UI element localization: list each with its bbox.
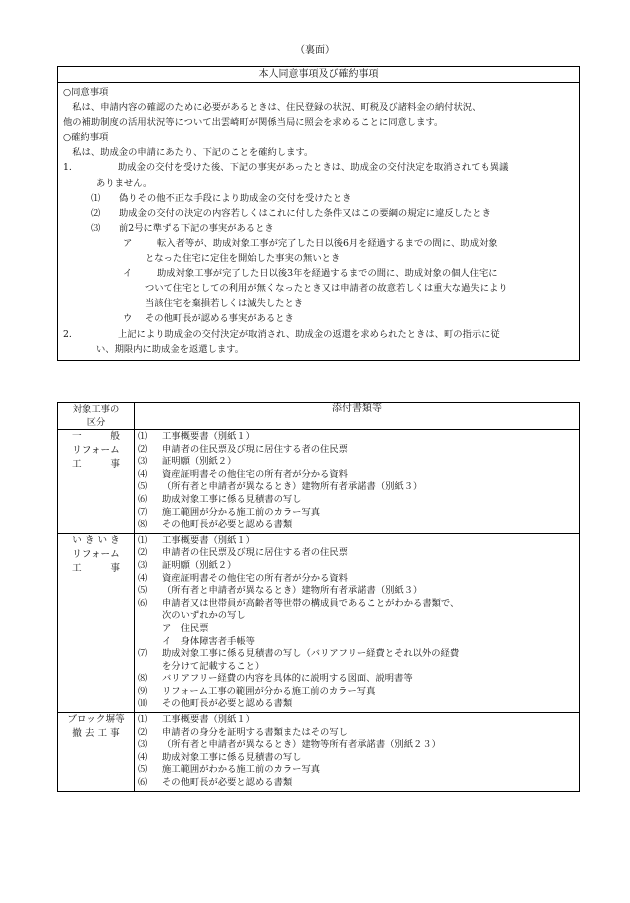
work-type-cell [58, 713, 135, 792]
document-number: ⑶ [138, 559, 148, 571]
subitem-text: 偽りその他不正な手段により助成金の交付を受けたとき [119, 192, 352, 204]
document-text: 申請者の身分を証明する書類またはその写し [162, 726, 348, 738]
pledge-subitem [63, 191, 574, 206]
consent-section [57, 66, 580, 361]
pledge-item-text: ありません。 [96, 177, 153, 189]
document-text: 施工範囲がわかる施工前のカラー写真 [162, 764, 321, 776]
document-number: ⑷ [138, 572, 148, 584]
pledge-item-2 [63, 327, 574, 357]
document-item [138, 456, 579, 469]
document-item [138, 598, 579, 611]
subitem-number: ⑴ [91, 192, 101, 204]
page-header: （裏面） [295, 45, 335, 56]
kana-number: ア [123, 237, 133, 249]
work-type-label: 工 事 [72, 562, 120, 574]
column-header-text: 対象工事の [72, 404, 120, 415]
table-body [58, 430, 580, 792]
document-text: 助成対象工事に係る見積書の写し [162, 751, 302, 763]
document-item [138, 444, 579, 457]
document-item [138, 431, 579, 444]
attachments-table [57, 402, 580, 792]
document-number: ⑹ [138, 597, 148, 609]
consent-body [58, 83, 579, 360]
document-number: ⑺ [138, 648, 148, 660]
column-header-text: 区分 [86, 417, 106, 428]
document-item [138, 686, 579, 699]
kana-number: ウ [123, 313, 133, 325]
document-number: ⑷ [138, 468, 148, 480]
document-item [138, 481, 579, 494]
work-type-label: リフォーム [72, 548, 120, 560]
document-item [138, 547, 579, 560]
document-text: 証明願（別紙２） [162, 559, 237, 571]
document-number: ⑻ [138, 519, 148, 531]
document-number: ⑸ [138, 481, 148, 493]
document-text: バリアフリー経費の内容を具体的に説明する図面、説明書等 [162, 673, 413, 685]
document-item [138, 777, 579, 790]
document-number: ⑽ [138, 698, 148, 710]
document-item [138, 469, 579, 482]
document-text: 助成対象工事に係る見積書の写し（バリアフリー経費とそれ以外の経費 [162, 648, 460, 660]
pledge-item-text: い、期限内に助成金を返還します。 [96, 343, 245, 355]
document-text: その他町長が必要と認める書類 [162, 698, 293, 710]
agree-heading: ○同意事項 [63, 87, 109, 98]
document-text: 資産証明書その他住宅の所有者が分かる資料 [162, 468, 348, 480]
pledge-subitem [63, 221, 574, 236]
document-item [138, 698, 579, 711]
pledge-kana-item [63, 311, 574, 326]
subitem-number: ⑵ [91, 207, 101, 219]
pledge-item-text: 上記により助成金の交付決定が取消され、助成金の返還を求められたときは、町の指示に従 [118, 328, 500, 340]
document-subtext: イ 身体障害者手帳等 [162, 635, 255, 647]
consent-title: 本人同意事項及び確約事項 [58, 67, 579, 83]
document-number: ⑹ [138, 493, 148, 505]
document-text: （所有者と申請者が異なるとき）建物等所有者承諾書（別紙２３） [162, 739, 441, 751]
kana-text: 助成対象工事が完了した日以後3年を経過するまでの間に、助成対象の個人住宅に [157, 268, 498, 280]
document-text: 申請者の住民票及び現に居住する者の住民票 [162, 547, 348, 559]
document-number: ⑹ [138, 777, 148, 789]
work-type-label: リフォーム [72, 445, 120, 456]
document-text: 工事概要書（別紙１） [162, 714, 255, 726]
document-number: ⑵ [138, 547, 148, 559]
document-number: ⑷ [138, 751, 148, 763]
document-item [138, 560, 579, 573]
kana-text: その他町長が認める事実があるとき [145, 313, 294, 325]
kana-number: イ [123, 268, 133, 280]
subitem-text: 前2号に準ずる下記の事実があるとき [119, 222, 274, 234]
pledge-item-text: 助成金の交付を受けた後、下記の事実があったときは、助成金の交付決定を取消されても異議 [118, 162, 509, 174]
kana-text: 転入者等が、助成対象工事が完了した日以後6月を経過するまでの間に、助成対象 [157, 237, 498, 249]
work-type-label: ブロック塀等 [67, 714, 125, 726]
documents-cell [135, 430, 580, 534]
work-type-cell [58, 430, 135, 534]
agree-text-line: 他の補助制度の活用状況等について出雲崎町が関係当局に照会を求めることに同意します。 [63, 117, 444, 129]
document-number: ⑶ [138, 739, 148, 751]
document-item [138, 673, 579, 686]
pledge-kana-item [63, 266, 574, 311]
document-text: リフォーム工事の範囲が分かる施工前のカラー写真 [162, 685, 376, 697]
document-item [138, 739, 579, 752]
document-item [138, 519, 579, 532]
document-item [138, 585, 579, 598]
work-type-label: 撤 去 工 事 [72, 728, 120, 740]
document-text: 施工範囲が分かる施工前のカラー写真 [162, 506, 321, 518]
pledge-kana-item [63, 236, 574, 266]
subitem-text: 助成金の交付の決定の内容若しくはこれに付した条件又はこの要綱の規定に違反したとき [119, 207, 491, 219]
document-text: 助成対象工事に係る見積書の写し [162, 493, 302, 505]
document-item [138, 764, 579, 777]
document-text: その他町長が必要と認める書類 [162, 777, 293, 789]
table-header-row [58, 403, 580, 430]
document-item [138, 507, 579, 520]
kana-text: となった住宅に定住を開始した事実の無いとき [145, 253, 341, 265]
document-number: ⑴ [138, 534, 148, 546]
document-item [138, 573, 579, 586]
work-type-cell [58, 533, 135, 712]
table-row [58, 533, 580, 712]
document-text: 工事概要書（別紙１） [162, 534, 255, 546]
table-row [58, 713, 580, 792]
document-subtext: ア 住民票 [162, 622, 209, 634]
document-text: 申請者の住民票及び現に居住する者の住民票 [162, 443, 348, 455]
document-number: ⑴ [138, 714, 148, 726]
document-text: （所有者と申請者が異なるとき）建物所有者承諾書（別紙３） [162, 481, 423, 493]
document-number: ⑵ [138, 726, 148, 738]
kana-text: 当該住宅を棄損若しくは滅失したとき [145, 298, 304, 310]
document-item [138, 648, 579, 661]
document-item [138, 752, 579, 765]
work-type-label: 一 般 [72, 431, 120, 442]
pledge-subitem [63, 206, 574, 221]
document-text: その他町長が必要と認める書類 [162, 519, 293, 531]
item-number: 1. [63, 162, 72, 174]
column-header-type [58, 403, 135, 430]
document-number: ⑸ [138, 585, 148, 597]
document-text: 申請者又は世帯員が高齢者等世帯の構成員であることがわかる書類で、 [162, 597, 460, 609]
document-item [138, 535, 579, 548]
document-number: ⑶ [138, 456, 148, 468]
document-item [138, 727, 579, 740]
documents-cell [135, 713, 580, 792]
kana-text: ついて住宅としての利用が無くなったとき又は申請者の故意若しくは重大な過失により [145, 283, 508, 295]
document-text: 証明願（別紙２） [162, 456, 237, 468]
document-text: 資産証明書その他住宅の所有者が分かる資料 [162, 572, 348, 584]
document-item [138, 494, 579, 507]
document-subtext: を分けて記載すること） [162, 660, 265, 672]
documents-cell [135, 533, 580, 712]
pledge-heading: ○確約事項 [63, 132, 109, 144]
document-subtext: 次のいずれかの写し [162, 610, 246, 622]
document-number: ⑺ [138, 506, 148, 518]
table-row [58, 430, 580, 534]
subitem-number: ⑶ [91, 222, 101, 234]
item-number: 2. [63, 328, 72, 340]
document-number: ⑻ [138, 673, 148, 685]
document-text: （所有者と申請者が異なるとき）建物所有者承諾書（別紙３） [162, 585, 423, 597]
work-type-label: い き い き [72, 534, 120, 546]
column-header-docs: 添付書類等 [135, 403, 580, 430]
document-number: ⑸ [138, 764, 148, 776]
document-text: 工事概要書（別紙１） [162, 431, 255, 442]
pledge-item-1 [63, 160, 574, 190]
document-number: ⑵ [138, 443, 148, 455]
agree-text-line: 私は、申請内容の確認のために必要があるときは、住民登録の状況、町税及び諸料金の納付状況、 [63, 102, 482, 114]
document-item [138, 714, 579, 727]
work-type-label: 工 事 [72, 459, 120, 470]
pledge-intro: 私は、助成金の申請にあたり、下記のことを確約します。 [63, 147, 314, 159]
document-number: ⑼ [138, 685, 148, 697]
document-number: ⑴ [138, 431, 148, 442]
